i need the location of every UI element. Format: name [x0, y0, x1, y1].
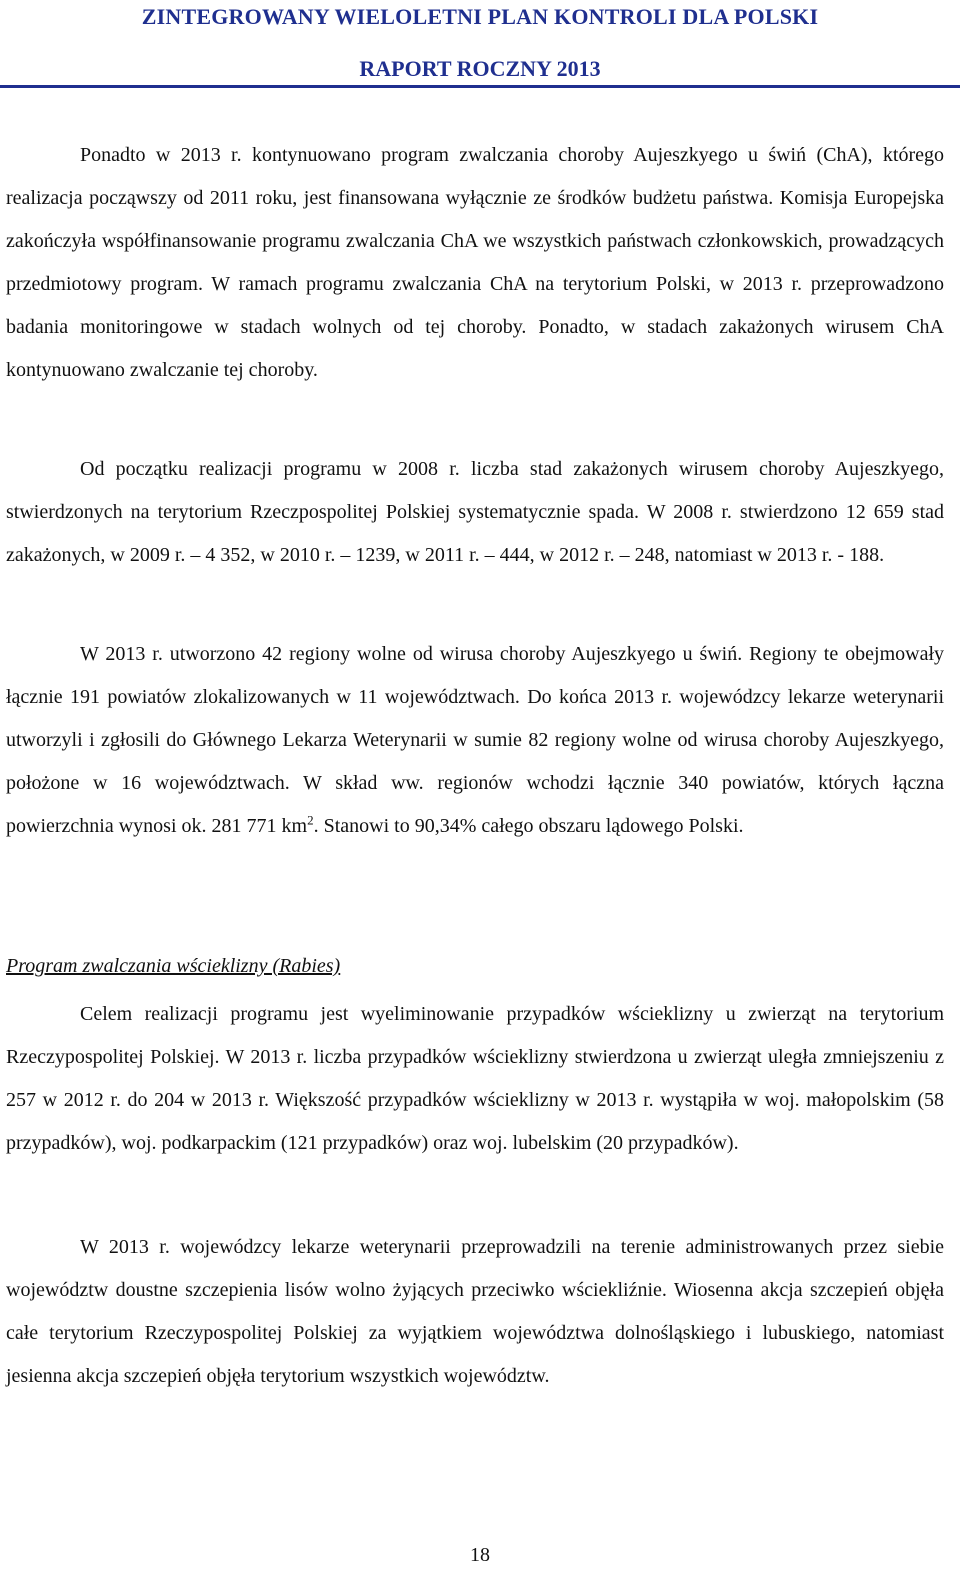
page-number: 18	[470, 1544, 490, 1566]
header-divider	[0, 85, 960, 88]
superscript: 2	[307, 812, 314, 828]
paragraph-text: W 2013 r. wojewódzcy lekarze weterynarii przeprowadzili na terenie administrowanych przez siebie województw doustne szczepienia lisów wolno żyjących przeciwko wściekliźnie. Wiosenna akcja szczepień objęła całe terytorium Rzeczypospolitej Polskiej za wyjątkiem województwa dolnośląskiego i lubuskiego, natomiast jesienna akcja szczepień objęła terytorium wszystkich województw.	[6, 1236, 944, 1387]
header-title: ZINTEGROWANY WIELOLETNI PLAN KONTROLI DLA POLSKI	[141, 4, 819, 29]
paragraph-infected-herds	[6, 448, 944, 577]
paragraph-text: Ponadto w 2013 r. kontynuowano program zwalczania choroby Aujeszkyego u świń (ChA), którego realizacja począwszy od 2011 roku, jest finansowana wyłącznie ze środków budżetu państwa. Komisja Europejska zakończyła współfinansowanie programu zwalczania ChA we wszystkich państwach członkowskich, prowadzących przedmiotowy program. W ramach programu zwalczania ChA na terytorium Polski, w 2013 r. przeprowadzono badania monitoringowe w stadach wolnych od tej choroby. Ponadto, w stadach zakażonych wirusem ChA kontynuowano zwalczanie tej choroby.	[6, 144, 944, 381]
paragraph-text-end: . Stanowi to 90,34% całego obszaru lądowego Polski.	[313, 815, 744, 837]
header-subtitle: RAPORT ROCZNY 2013	[359, 56, 601, 81]
paragraph-rabies-goal	[6, 993, 944, 1165]
paragraph-text	[6, 633, 944, 848]
paragraph-text: Od początku realizacji programu w 2008 r. liczba stad zakażonych wirusem choroby Aujeszkyego, stwierdzonych na terytorium Rzeczpospolitej Polskiej systematycznie spada. W 2008 r. stwierdzono 12 659 stad zakażonych, w 2009 r. – 4 352, w 2010 r. – 1239, w 2011 r. – 444, w 2012 r. – 248, natomiast w 2013 r. - 188.	[6, 458, 944, 566]
section-rabies	[6, 948, 944, 984]
document-header	[0, 0, 960, 84]
paragraph-fox-vaccination	[6, 1226, 944, 1398]
paragraph-text-main: W 2013 r. utworzono 42 regiony wolne od wirusa choroby Aujeszkyego u świń. Regiony te obejmowały łącznie 191 powiatów zlokalizowanych w 11 województwach. Do końca 2013 r. wojewódzcy lekarze weterynarii utworzyli i zgłosili do Głównego Lekarza Weterynarii w sumie 82 regiony wolne od wirusa choroby Aujeszkyego, położone w 16 województwach. W skład ww. regionów wchodzi łącznie 340 powiatów, których łączna powierzchnia wynosi ok. 281 771 km	[6, 643, 944, 837]
paragraph-aujeszky-program	[6, 134, 944, 392]
paragraph-free-regions	[6, 633, 944, 848]
section-title: Program zwalczania wścieklizny (Rabies)	[6, 955, 341, 977]
paragraph-text: Celem realizacji programu jest wyeliminowanie przypadków wścieklizny u zwierząt na terytorium Rzeczypospolitej Polskiej. W 2013 r. liczba przypadków wścieklizny stwierdzona u zwierząt uległa zmniejszeniu z 257 w 2012 r. do 204 w 2013 r. Większość przypadków wścieklizny w 2013 r. wystąpiła w woj. małopolskim (58 przypadków), woj. podkarpackim (121 przypadków) oraz woj. lubelskim (20 przypadków).	[6, 1003, 944, 1154]
